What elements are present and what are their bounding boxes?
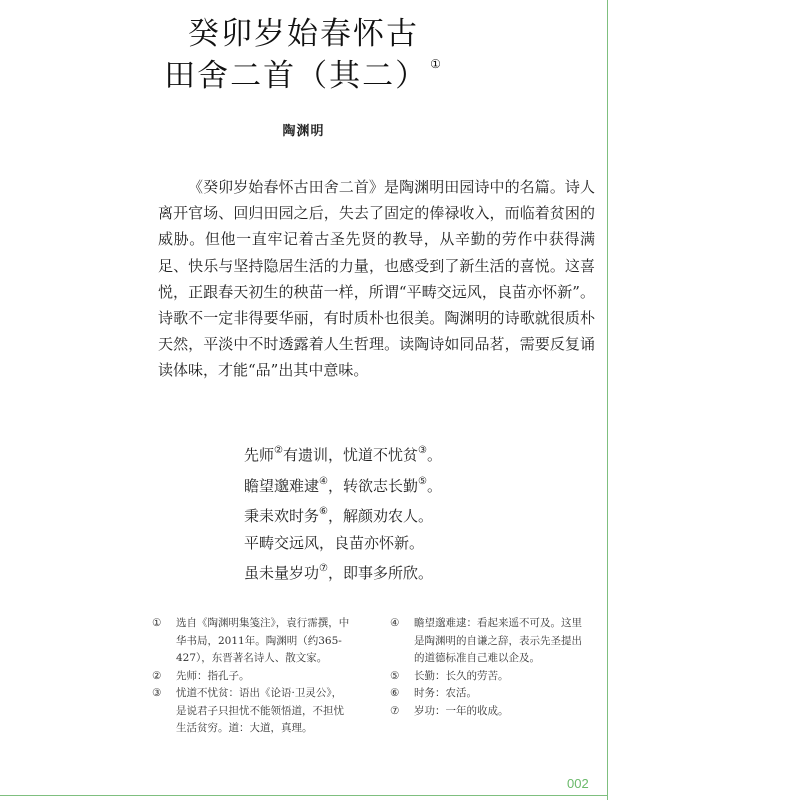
page-border-right [607, 0, 608, 800]
footnote-text: 长勤：长久的劳苦。 [414, 669, 509, 682]
poem-text: 。 [426, 476, 442, 495]
footnote-number: ⑥ [390, 687, 400, 699]
poem-line [244, 530, 584, 557]
footnote-text: 瞻望邈难逮：看起来遥不可及。这里是陶渊明的自谦之辞，表示先圣提出的道德标准自己难以企及。 [414, 617, 582, 664]
poem-line [244, 469, 584, 500]
footnotes-right-column [390, 615, 590, 720]
footnote-mark: ④ [319, 475, 328, 487]
footnote-number: ③ [152, 687, 162, 699]
footnote-number: ① [152, 617, 162, 629]
poem-text: ，转欲志长勤 [327, 476, 418, 495]
page-border-bottom [0, 795, 608, 796]
poem-title-line-2 [0, 50, 607, 95]
footnote-number: ⑦ [390, 704, 400, 717]
footnote-number: ② [152, 669, 162, 682]
footnote-text: 忧道不忧贫：语出《论语·卫灵公》，是说君子只担忧不能领悟道，不担忧生活贫穷。道：大道，真理。 [176, 687, 344, 734]
footnote-number: ④ [390, 617, 400, 629]
intro-paragraph: 《癸卯岁始春怀古田舍二首》是陶渊明田园诗中的名篇。诗人离开官场、回归田园之后，失去了固定的俸禄收入，而临着贫困的威胁。但他一直牢记着古圣先贤的教导，从辛勤的劳作中获得满足、快乐与坚持隐居生活的力量，也感受到了新生活的喜悦。这喜悦，正跟春天初生的秧苗一样，所谓“平畴交远风，良苗亦怀新”。诗歌不一定非得要华丽，有时质朴也很美。陶渊明的诗歌就很质朴天然，平淡中不时透露着人生哲理。读陶诗如同品茗，需要反复诵读体味，才能“品”出其中意味。 [158, 178, 595, 380]
footnote-number: ⑤ [390, 669, 400, 682]
poem-text: 。 [426, 446, 442, 464]
footnote-text: 时务：农活。 [414, 687, 477, 699]
poem-text: ，解颜劝农人。 [327, 507, 433, 525]
footnote [152, 668, 352, 686]
footnotes-left-column [152, 615, 352, 738]
poem-text: 先师 [244, 446, 275, 464]
footnote [390, 703, 590, 721]
footnote-mark: ⑦ [319, 563, 328, 574]
footnote [390, 615, 590, 668]
footnote-mark: ⑤ [418, 475, 427, 487]
title-text-2: 田舍二首（其二） [164, 58, 429, 94]
footnote [390, 685, 590, 703]
footnote-text: 选自《陶渊明集笺注》，袁行霈撰，中华书局，2011年。陶渊明（约365-427），东晋著名诗人、散文家。 [176, 617, 350, 664]
poem-line [244, 499, 584, 530]
page-number: 002 [567, 776, 589, 791]
title-footnote-mark: ① [430, 57, 443, 71]
footnote [152, 615, 352, 668]
poem-text: 秉耒欢时务 [244, 507, 320, 525]
footnote-mark: ⑥ [319, 506, 328, 517]
poem-line [244, 438, 584, 469]
poem-text: 瞻望邈难逮 [244, 476, 320, 495]
footnote-mark: ③ [418, 445, 427, 456]
poem-text: ，即事多所欣。 [327, 564, 433, 582]
poem-text: 有遗训，忧道不忧贫 [282, 446, 418, 464]
poem-title-line-1 [0, 8, 607, 53]
footnote [152, 685, 352, 738]
footnote-mark: ② [274, 445, 283, 456]
poem-text: 虽未量岁功 [244, 564, 320, 582]
poem-line [244, 556, 584, 587]
author-name: 陶渊明 [282, 124, 325, 139]
title-text-1: 癸卯岁始春怀古 [188, 16, 419, 52]
footnote-text: 岁功：一年的收成。 [414, 704, 509, 717]
footnote [390, 668, 590, 686]
footnote-text: 先师：指孔子。 [176, 669, 250, 682]
poem-text: 平畴交远风，良苗亦怀新。 [244, 533, 425, 552]
poem-body [244, 438, 584, 587]
